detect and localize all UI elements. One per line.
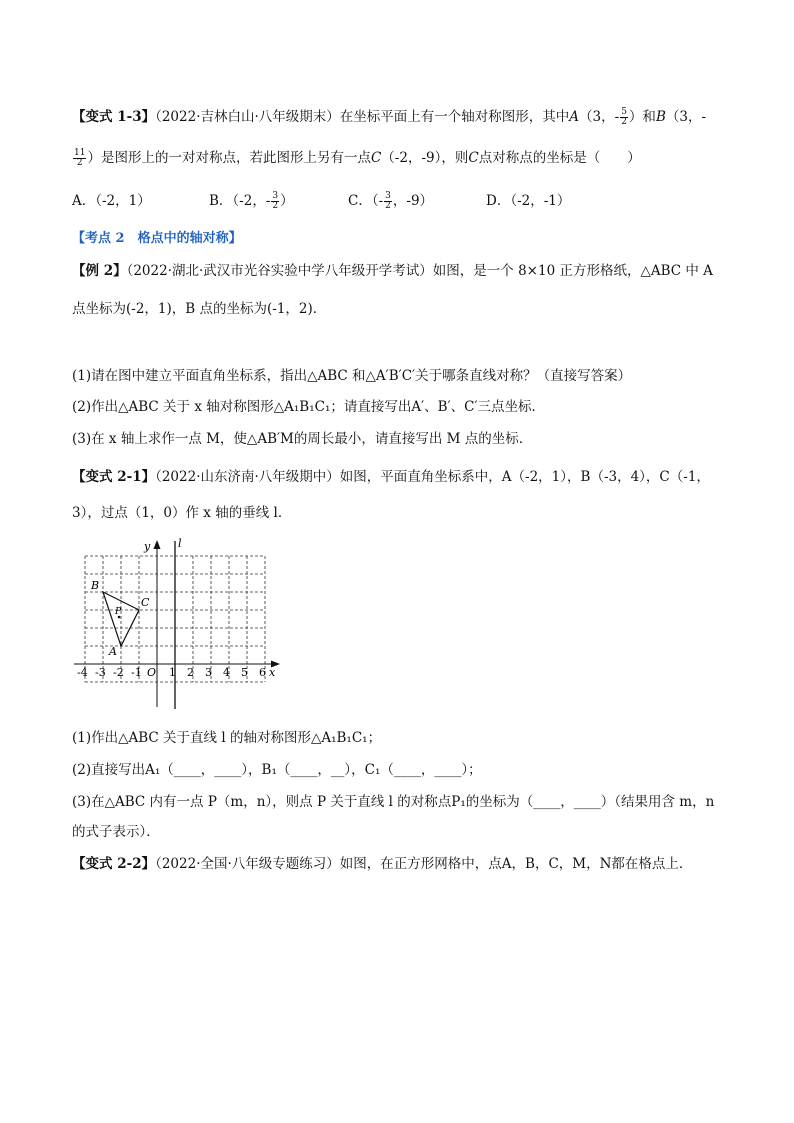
variant-2-1-text: （2022·山东济南·八年级期中）如图，平面直角坐标系中，A（-2，1），B（-3，4），C（-1，: [155, 469, 710, 485]
option-c-pre: C．（-: [348, 193, 384, 209]
example-2-tag: 【例 2】: [72, 263, 127, 279]
variant-1-3-text-4: 点对称点的坐标是（ ）: [478, 150, 641, 166]
example-2-question-1: (1)请在图中建立平面直角坐标系，指出△ABC 和△A′B′C′关于哪条直线对称？（直接写答案）: [72, 368, 632, 384]
tick-label: -3: [95, 666, 106, 679]
fraction-numerator: 3: [272, 191, 279, 201]
variant-2-1-question-3b: 的式子表示）．: [72, 824, 160, 840]
variant-1-3-line-1: [72, 107, 706, 127]
variant-2-2-line: [72, 854, 692, 874]
tick-label: 2: [187, 666, 194, 679]
variant-2-2-tag: 【变式 2-2】: [72, 856, 156, 872]
point-a-figure-label: A: [109, 645, 117, 658]
tick-label: 1: [169, 666, 176, 679]
variant-1-3-line-2: [72, 148, 641, 168]
example-2-question-2: (2)作出△ABC 关于 x 轴对称图形△A₁B₁C₁；请直接写出A′、B′、C′三点坐标．: [72, 399, 546, 415]
point-c-label: C: [468, 150, 479, 166]
tick-label: 4: [223, 666, 230, 679]
variant-1-3-source: （2022·吉林白山·八年级期末）: [155, 109, 340, 125]
fraction-numerator: 11: [74, 148, 86, 158]
y-axis-arrow-icon: [154, 540, 161, 549]
section-heading-kaodian-2: 【考点 2 格点中的轴对称】: [72, 231, 242, 246]
fraction-numerator: 5: [621, 107, 627, 117]
fraction-denominator: 2: [76, 158, 83, 168]
variant-2-1-tag: 【变式 2-1】: [72, 469, 156, 485]
variant-2-1-line-2: 3），过点（1，0）作 x 轴的垂线 l．: [72, 505, 292, 521]
option-a: A．（-2，1）: [72, 193, 151, 209]
example-2-text: （2022·湖北·武汉市光谷实验中学八年级开学考试）如图，是一个 8×10 正方形格纸，△ABC 中 A: [126, 263, 713, 279]
fraction-numerator: 3: [385, 191, 391, 201]
fraction-3-2: [384, 192, 392, 211]
fraction-denominator: 2: [385, 201, 391, 211]
tick-label: 5: [241, 666, 248, 679]
tick-label: -1: [131, 666, 142, 679]
tick-label: -4: [77, 666, 88, 679]
point-p-figure-label: P: [115, 607, 122, 617]
y-axis-label: y: [144, 540, 151, 553]
point-c-coord: （-2，-9）: [381, 150, 442, 166]
fraction-3-2: [271, 192, 279, 211]
tick-label: -2: [113, 666, 124, 679]
variant-1-3-text: 在坐标平面上有一个轴对称图形，其中: [339, 109, 570, 125]
variant-2-1-question-1: (1)作出△ABC 关于直线 l 的轴对称图形△A₁B₁C₁；: [72, 730, 382, 746]
variant-2-2-text: （2022·全国·八年级专题练习）如图，在正方形网格中，点A，B，C，M，N都在格点上．: [155, 856, 693, 872]
x-tick-labels: [77, 666, 276, 679]
fraction-denominator: 2: [272, 201, 279, 211]
point-c-label: C: [370, 150, 382, 166]
option-b-pre: B．（-2，-: [209, 193, 271, 209]
option-c-post: ，-9）: [392, 193, 434, 209]
x-axis-label: x: [269, 666, 276, 679]
variant-2-1-question-2: (2)直接写出A₁（____，____），B₁（____，__），C₁（____，____）；: [72, 762, 482, 778]
variant-2-1-question-3a: (3)在△ABC 内有一点 P（m，n），则点 P 关于直线 l 的对称点P₁的坐标为（____，____）（结果用含 m，n: [72, 794, 715, 810]
coordinate-grid-figure: [66, 535, 286, 715]
option-b-post: ）: [280, 193, 294, 209]
fraction-5-2: [620, 108, 628, 127]
point-b-figure-label: B: [91, 579, 100, 592]
point-a-coord-close: ）和: [628, 109, 656, 125]
origin-label: O: [147, 666, 157, 679]
point-b-coord-open: （3，-: [665, 109, 707, 125]
point-a-label: A: [569, 109, 580, 125]
variant-1-3-text-3: ，则: [441, 150, 469, 166]
fraction-11-2: [73, 149, 86, 168]
tick-label: 6: [259, 666, 266, 679]
point-a-coord-open: （3，-: [579, 109, 620, 125]
point-b-label: B: [655, 109, 666, 125]
fraction-denominator: 2: [621, 117, 627, 127]
variant-1-3-text-2: ）是图形上的一对对称点，若此图形上另有一点: [87, 150, 371, 166]
option-b: [209, 191, 294, 211]
variant-1-3-tag: 【变式 1-3】: [72, 109, 156, 125]
tick-label: 3: [205, 666, 212, 679]
option-d: D．（-2，-1）: [486, 193, 571, 209]
example-2-question-3: (3)在 x 轴上求作一点 M，使△AB′M的周长最小，请直接写出 M 点的坐标．: [72, 431, 533, 447]
line-l-label: l: [178, 537, 182, 550]
variant-2-1-line-1: [72, 467, 710, 487]
point-c-figure-label: C: [141, 596, 150, 609]
option-c: [348, 191, 433, 211]
variant-1-3-options: [72, 191, 722, 213]
example-2-line-1: [72, 261, 713, 281]
example-2-line-2: 点坐标为(-2，1)，B 点的坐标为(-1，2)．: [72, 301, 327, 317]
